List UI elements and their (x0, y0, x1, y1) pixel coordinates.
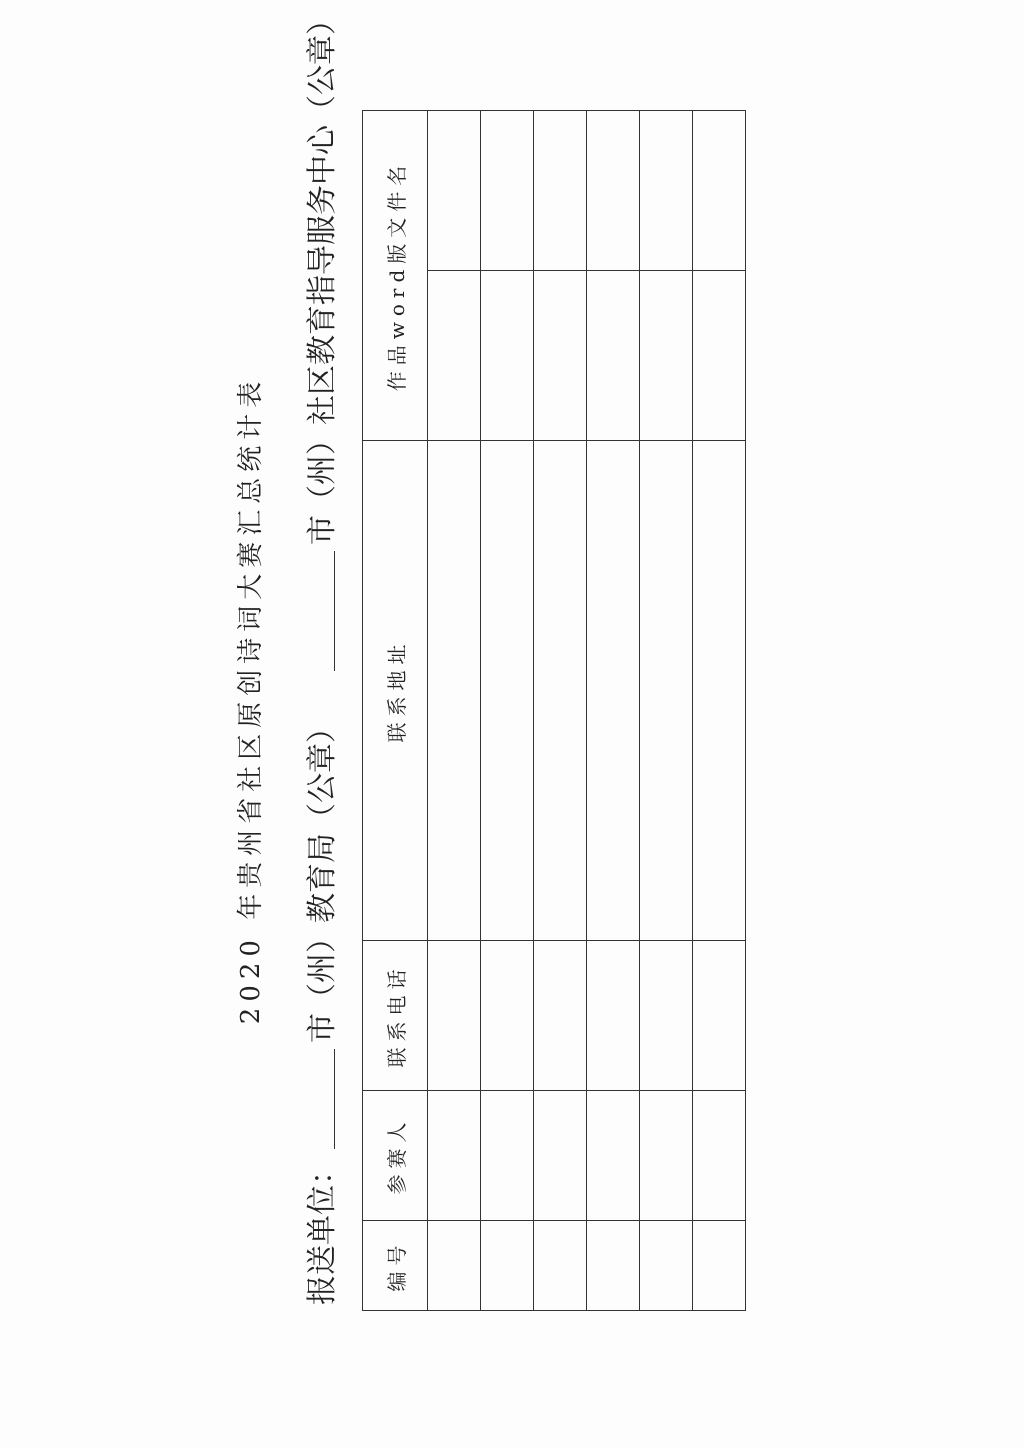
community-center-label: 市（州）社区教育指导服务中心（公章） (305, 5, 340, 545)
table-cell[interactable] (640, 1091, 693, 1221)
table-cell[interactable] (481, 111, 534, 271)
table-cell[interactable] (534, 271, 587, 441)
table-cell[interactable] (428, 111, 481, 271)
city-blank-1[interactable] (333, 1049, 335, 1149)
table-cell[interactable] (534, 1091, 587, 1221)
table-cell[interactable] (693, 271, 746, 441)
education-bureau-label: 市（州）教育局（公章） (305, 713, 340, 1043)
table-cell[interactable] (481, 941, 534, 1091)
table-cell[interactable] (481, 441, 534, 941)
table-cell[interactable] (481, 1091, 534, 1221)
table-header-row (363, 111, 428, 1311)
table-cell[interactable] (534, 441, 587, 941)
table-cell[interactable] (587, 941, 640, 1091)
table-cell[interactable] (534, 111, 587, 271)
table-row (428, 111, 481, 1311)
col-header-number: 编号 (363, 1221, 428, 1311)
table-cell[interactable] (693, 1091, 746, 1221)
document-title: 2020 年贵州省社区原创诗词大赛汇总统计表 (236, 375, 266, 1025)
table-cell[interactable] (428, 441, 481, 941)
col-header-address: 联系地址 (363, 441, 428, 941)
table-cell[interactable] (534, 941, 587, 1091)
table-row (534, 111, 587, 1311)
table-cell[interactable] (428, 271, 481, 441)
table-cell[interactable] (587, 1091, 640, 1221)
table-cell[interactable] (428, 1221, 481, 1311)
table-cell[interactable] (587, 1221, 640, 1311)
table-cell[interactable] (640, 941, 693, 1091)
table-cell[interactable] (693, 111, 746, 271)
table-cell[interactable] (693, 441, 746, 941)
col-header-participant: 参赛人 (363, 1091, 428, 1221)
table-row (481, 111, 534, 1311)
table-cell[interactable] (587, 111, 640, 271)
table-cell[interactable] (587, 441, 640, 941)
table-cell[interactable] (640, 111, 693, 271)
table-row (640, 111, 693, 1311)
col-header-word-filename: 作品word版文件名 (363, 111, 428, 441)
table-cell[interactable] (481, 1221, 534, 1311)
table-row (693, 111, 746, 1311)
table-cell[interactable] (428, 941, 481, 1091)
col-header-phone: 联系电话 (363, 941, 428, 1091)
table-cell[interactable] (428, 1091, 481, 1221)
unit-label: 报送单位： (305, 1155, 340, 1305)
table-body (428, 111, 746, 1311)
table-cell[interactable] (640, 271, 693, 441)
table-cell[interactable] (534, 1221, 587, 1311)
table-cell[interactable] (640, 1221, 693, 1311)
table-cell[interactable] (640, 441, 693, 941)
submitting-unit-line (297, 5, 341, 1305)
table-cell[interactable] (481, 271, 534, 441)
rotated-form (212, 5, 812, 1315)
summary-table (362, 110, 746, 1311)
city-blank-2[interactable] (333, 551, 335, 671)
table-cell[interactable] (693, 1221, 746, 1311)
table-row (587, 111, 640, 1311)
table-cell[interactable] (693, 941, 746, 1091)
table-cell[interactable] (587, 271, 640, 441)
